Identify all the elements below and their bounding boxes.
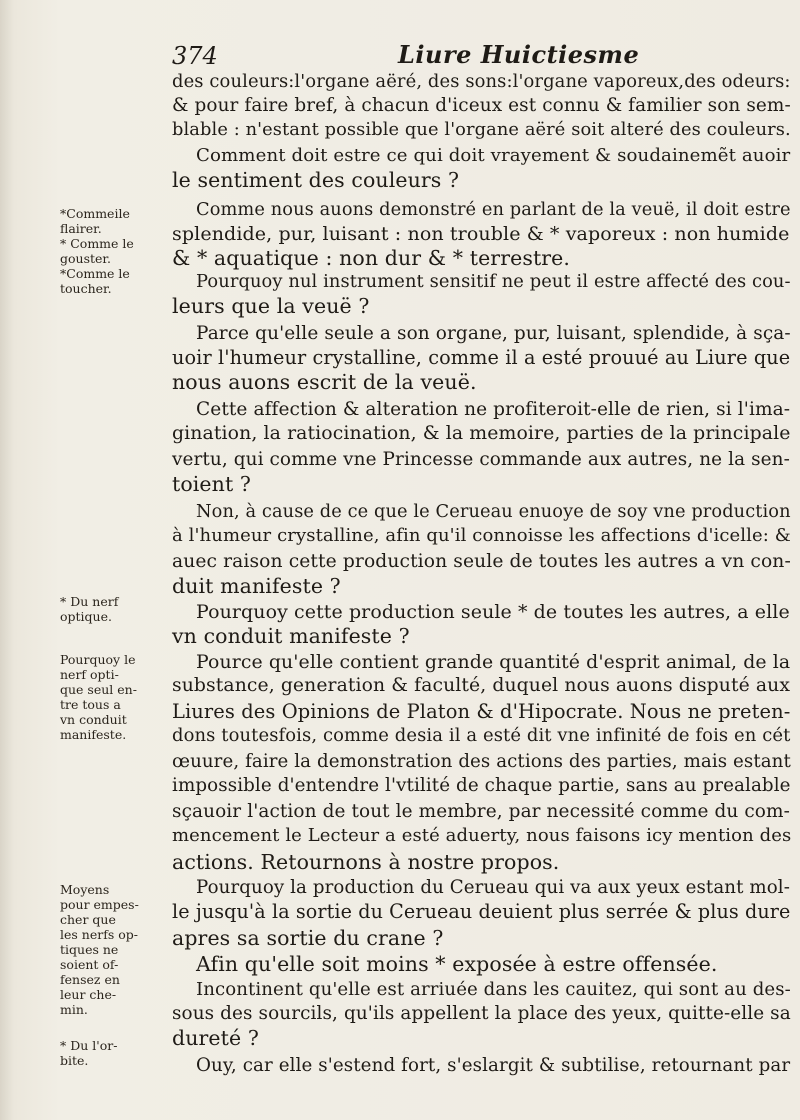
margin-note-line: toucher. bbox=[60, 281, 112, 296]
margin-note bbox=[60, 882, 158, 1017]
margin-note-line: * Du nerf bbox=[60, 594, 119, 609]
margin-note-line: pour empes- bbox=[60, 897, 139, 912]
page-number: 374 bbox=[172, 42, 218, 70]
text-line: sous des sourcils, qu'ils appellent la place des yeux, quitte-elle sa bbox=[172, 1003, 791, 1024]
margin-note-line: leur che- bbox=[60, 987, 117, 1002]
margin-note bbox=[60, 652, 158, 742]
margin-note-line: * Du l'or- bbox=[60, 1038, 118, 1053]
text-line: Pourquoy nul instrument sensitif ne peut il estre affecté des cou- bbox=[196, 271, 791, 292]
margin-note-line: Pourquoy le bbox=[60, 652, 136, 667]
page-header bbox=[168, 38, 778, 72]
text-line: Comme nous auons demonstré en parlant de la veuë, il doit estre bbox=[196, 199, 791, 220]
margin-note-line: tiques ne bbox=[60, 942, 119, 957]
text-line: splendide, pur, luisant : non trouble & * vaporeux : non humide bbox=[172, 223, 790, 245]
margin-note-line: vn conduit bbox=[60, 712, 127, 727]
text-line: le jusqu'à la sortie du Cerueau deuient plus serrée & plus dure bbox=[172, 900, 791, 923]
text-line: auec raison cette production seule de toutes les autres a vn con- bbox=[172, 551, 791, 572]
text-line: uoir l'humeur crystalline, comme il a esté prouué au Liure que bbox=[172, 346, 791, 369]
text-line: Liures des Opinions de Platon & d'Hipocrate. Nous ne preten- bbox=[172, 700, 791, 723]
margin-note-line: min. bbox=[60, 1002, 88, 1017]
text-line: toient ? bbox=[172, 472, 252, 496]
text-line: œuure, faire la demonstration des actions des parties, mais estant bbox=[172, 751, 791, 772]
text-line: Ouy, car elle s'estend fort, s'eslargit & subtilise, retournant par bbox=[196, 1055, 791, 1076]
text-line: Afin qu'elle soit moins * exposée à estre offensée. bbox=[196, 952, 718, 976]
text-line: à l'humeur crystalline, afin qu'il connoisse les affections d'icelle: & bbox=[172, 525, 791, 546]
margin-note-line: les nerfs op- bbox=[60, 927, 138, 942]
text-line: vn conduit manifeste ? bbox=[172, 624, 410, 648]
text-line: Pourquoy la production du Cerueau qui va aux yeux estant mol- bbox=[196, 877, 790, 898]
margin-note-line: manifeste. bbox=[60, 727, 127, 742]
text-line: vertu, qui comme vne Princesse commande aux autres, ne la sen- bbox=[172, 449, 790, 470]
margin-note-line: soient of- bbox=[60, 957, 119, 972]
text-line: impossible d'entendre l'vtilité de chaque partie, sans au prealable bbox=[172, 775, 791, 796]
margin-note-line: *Commeile bbox=[60, 206, 130, 221]
margin-note-line: bite. bbox=[60, 1053, 89, 1068]
margin-note-line: *Comme le bbox=[60, 266, 130, 281]
margin-note-line: tre tous a bbox=[60, 697, 121, 712]
margin-note-line: optique. bbox=[60, 609, 112, 624]
text-line: mencement le Lecteur a esté aduerty, nous faisons icy mention des bbox=[172, 825, 792, 846]
text-line: Non, à cause de ce que le Cerueau enuoye de soy vne production bbox=[196, 501, 791, 522]
text-line: le sentiment des couleurs ? bbox=[172, 168, 460, 192]
text-line: Incontinent qu'elle est arriuée dans les cauitez, qui sont au des- bbox=[196, 979, 791, 1000]
text-line: Comment doit estre ce qui doit vrayement & soudainemẽt auoir bbox=[196, 145, 791, 166]
margin-note bbox=[60, 206, 158, 296]
text-line: Pource qu'elle contient grande quantité d'esprit animal, de la bbox=[196, 651, 791, 673]
text-line: Parce qu'elle seule a son organe, pur, luisant, splendide, à sça- bbox=[196, 323, 791, 344]
text-line: Cette affection & alteration ne profiteroit-elle de rien, si l'ima- bbox=[196, 399, 791, 420]
text-line: sçauoir l'action de tout le membre, par necessité comme du com- bbox=[172, 801, 790, 822]
text-line: blable : n'estant possible que l'organe aëré soit alteré des couleurs. bbox=[172, 119, 791, 140]
text-line: leurs que la veuë ? bbox=[172, 294, 370, 318]
text-line: substance, generation & faculté, duquel nous auons disputé aux bbox=[172, 675, 791, 696]
margin-note bbox=[60, 1038, 158, 1068]
margin-note-line: Moyens bbox=[60, 882, 110, 897]
margin-note bbox=[60, 594, 158, 624]
running-head: Liure Huictiesme bbox=[398, 40, 640, 69]
margin-note-line: * Comme le bbox=[60, 236, 134, 251]
text-line: & * aquatique : non dur & * terrestre. bbox=[172, 246, 571, 270]
text-line: & pour faire bref, à chacun d'iceux est connu & familier son sem- bbox=[172, 95, 791, 116]
text-line: Pourquoy cette production seule * de toutes les autres, a elle bbox=[196, 601, 790, 623]
text-line: nous auons escrit de la veuë. bbox=[172, 370, 477, 394]
margin-note-line: cher que bbox=[60, 912, 116, 927]
margin-note-line: nerf opti- bbox=[60, 667, 119, 682]
text-line: gination, la ratiocination, & la memoire, parties de la principale bbox=[172, 423, 791, 444]
text-line: dons toutesfois, comme desia il a esté dit vne infinité de fois en cét bbox=[172, 725, 791, 746]
text-line: apres sa sortie du crane ? bbox=[172, 926, 444, 950]
margin-note-line: gouster. bbox=[60, 251, 111, 266]
margin-note-line: que seul en- bbox=[60, 682, 137, 697]
text-line: actions. Retournons à nostre propos. bbox=[172, 850, 560, 874]
text-line: des couleurs:l'organe aëré, des sons:l'organe vaporeux,des odeurs: bbox=[172, 71, 791, 92]
margin-note-line: flairer. bbox=[60, 221, 102, 236]
margin-note-line: fensez en bbox=[60, 972, 120, 987]
text-line: dureté ? bbox=[172, 1026, 259, 1050]
text-line: duit manifeste ? bbox=[172, 574, 341, 598]
